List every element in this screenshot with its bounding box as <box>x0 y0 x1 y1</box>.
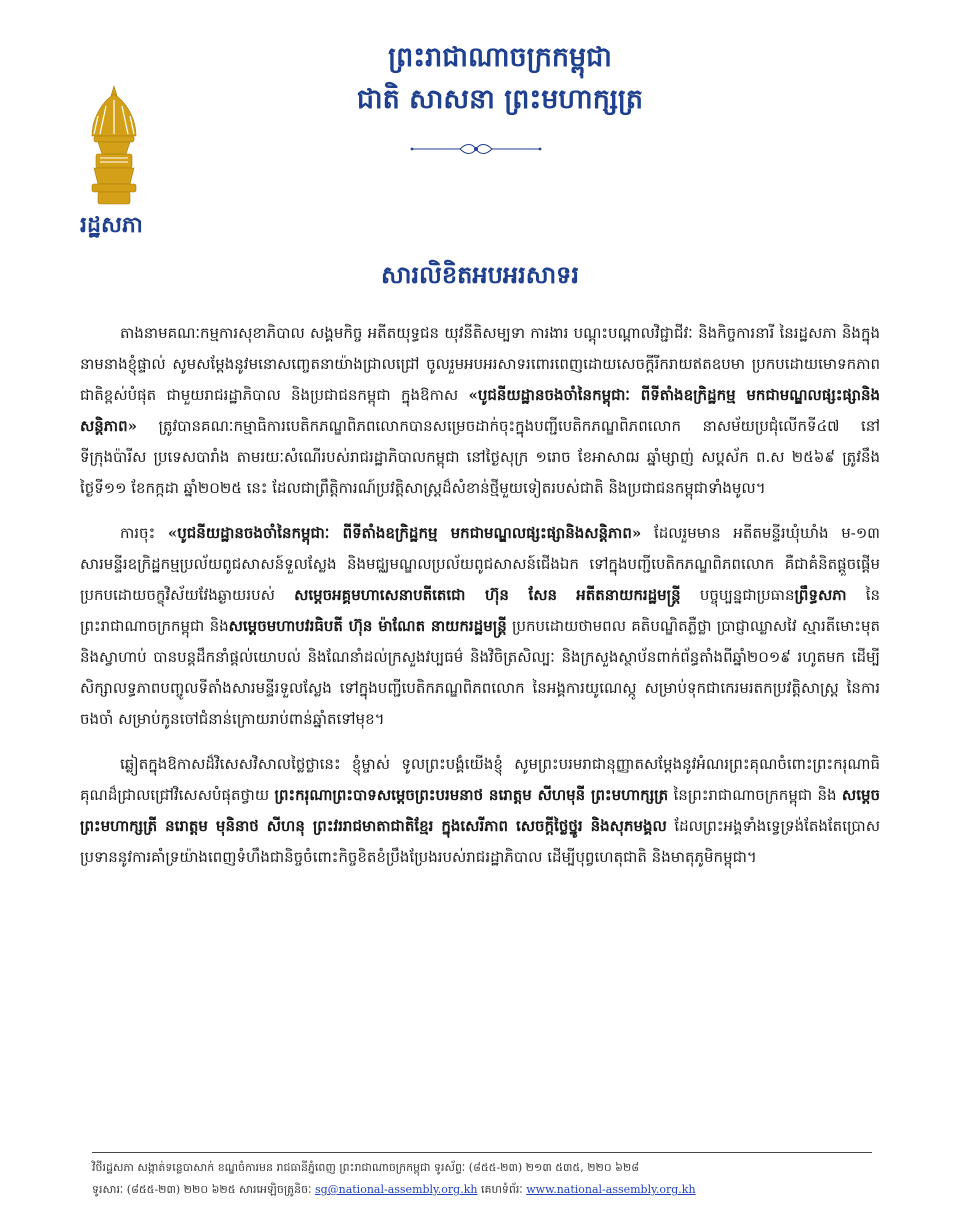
kingdom-header <box>280 40 720 118</box>
paragraph-3-queen-mother: សម្តេចព្រះមហាក្សត្រី នរោត្តម មុនិនាថ សីហនុ ព្រះវររាជមាតាជាតិខ្មែរ ក្នុងសេរីភាព សេចក្តីថ្លៃថ្នូរ និងសុភមង្គល <box>80 786 881 835</box>
paragraph-1-text-b: ត្រូវបានគណៈកម្មាធិការបេតិកភណ្ឌពិភពលោកបានសម្រេចដាក់ចុះក្នុងបញ្ជីបេតិកភណ្ឌពិភពលោក នាសម័យប្រជុំលើកទី៤៧ នៅទីក្រុងប៉ារីស ប្រទេសបារាំង តាមរយៈសំណើរបស់រាជរដ្ឋាភិបាលកម្ពុជា នៅថ្ងៃសុក្រ ១រោច ខែអាសាឍ ឆ្នាំម្សាញ់ សប្តស័ក ព.ស ២៥៦៩ ត្រូវនឹងថ្ងៃទី១១ ខែកក្កដា ឆ្នាំ២០២៥ នេះ ដែលជាព្រឹត្តិការណ៍ប្រវត្តិសាស្ត្រដ៏សំខាន់ថ្មីមួយទៀតរបស់ជាតិ និងប្រជាជនកម្ពុជាទាំងមូល។ <box>80 417 880 497</box>
paragraph-3-text-a: ឆ្លៀតក្នុងឱកាសដ៏វិសេសវិសាលថ្លៃថ្លានេះ ខ្ញុំម្ចាស់ ទូលព្រះបង្គំយើងខ្ញុំ សូមព្រះបរមរាជានុញ្ញាតសម្តែងនូវអំណរព្រះគុណចំពោះព្រះករុណាធិគុណដ៏ជ្រាលជ្រៅវិសេសបំផុតថ្វាយ <box>80 755 880 804</box>
paragraph-1 <box>80 318 880 504</box>
email-link[interactable]: sg@national-assembly.org.kh <box>314 1183 478 1196</box>
paragraph-2-site-name: «បូជនីយដ្ឋានចងចាំនៃកម្ពុជាៈ ពីទីតាំងឧក្រិដ្ឋកម្ម មកជាមណ្ឌលផ្សះផ្សានិងសន្តិភាព» <box>167 524 642 542</box>
paragraph-1-text-a: តាងនាមគណៈកម្មការសុខាភិបាល សង្គមកិច្ច អតីតយុទ្ធជន យុវនីតិសម្បទា ការងារ បណ្តុះបណ្តាលវិជ្ជាជីវៈ និងកិច្ចការនារី នៃរដ្ឋសភា និងក្នុងនាមនាងខ្ញុំផ្ទាល់ សូមសម្តែងនូវមនោសញ្ចេតនាយ៉ាងជ្រាលជ្រៅ ចូលរួមអបអរសាទរពោរពេញដោយសេចក្តីរីករាយឥតឧបមា ប្រកបដោយមោទកភាពជាតិខ្ពស់បំផុត ជាមួយរាជរដ្ឋាភិបាល និងប្រជាជនកម្ពុជា ក្នុងឱកាស <box>80 324 880 404</box>
national-assembly-emblem-icon <box>84 84 144 208</box>
kingdom-line-2: ជាតិ សាសនា ព្រះមហាក្សត្រ <box>356 84 644 115</box>
footer-contact <box>92 1179 872 1201</box>
paragraph-2-text-c <box>557 586 576 604</box>
paragraph-2-text-e: នៃព្រះរាជាណាចក្រកម្ពុជា និង <box>80 586 880 635</box>
paragraph-3-king: ព្រះករុណាព្រះបាទសម្តេចព្រះបរមនាថ នរោត្តម សីហមុនី ព្រះមហាក្សត្រ <box>274 786 669 804</box>
website-link[interactable]: www.national-assembly.org.kh <box>526 1183 696 1196</box>
paragraph-3-text-c: ដែលព្រះអង្គទាំងទ្វេទ្រង់តែងតែប្រោសប្រទាននូវការគាំទ្រយ៉ាងពេញទំហឹងជានិច្ចចំពោះកិច្ចខិតខំប្រឹងប្រែងរបស់រាជរដ្ឋាភិបាល ដើម្បីបុព្វហេតុជាតិ និងមាតុភូមិកម្ពុជា។ <box>80 817 880 866</box>
letterhead-footer <box>92 1152 872 1201</box>
letter-body <box>80 318 880 873</box>
paragraph-1-site-name: «បូជនីយដ្ឋានចងចាំនៃកម្ពុជាៈ ពីទីតាំងឧក្រិដ្ឋកម្ម មកជាមណ្ឌលផ្សះផ្សានិងសន្តិភាព» <box>80 386 880 435</box>
paragraph-2 <box>80 518 880 735</box>
paragraph-2-text-f: ប្រកបដោយថាមពល គតិបណ្ឌិតភ្លឺថ្លា ប្រាជ្ញាឈ្លាសវៃ ស្មារតីមោះមុត និងស្វាហាប់ បានបន្តដឹកនាំផ្តល់យោបល់ និងណែនាំដល់ក្រសួងវប្បធម៌ និងវិចិត្រសិល្បៈ និងក្រសួងស្ថាប័នពាក់ព័ន្ធតាំងពីឆ្នាំ២០១៩ រហូតមក ដើម្បីសិក្សាលទ្ធភាពបញ្ចូលទីតាំងសារមន្ទីរទួលស្លែង ទៅក្នុងបញ្ជីបេតិកភណ្ឌពិភពលោក នៃអង្គការយូណេស្កូ សម្រាប់ទុកជាកេរមរតកប្រវត្តិសាស្ត្រ នៃការចងចាំ សម្រាប់កូនចៅជំនាន់ក្រោយរាប់ពាន់ឆ្នាំតទៅមុខ។ <box>80 617 880 728</box>
paragraph-2-former-pm: អតីតនាយករដ្ឋមន្ត្រី <box>576 586 681 604</box>
footer-website-label: គេហទំព័រៈ <box>477 1183 527 1196</box>
paragraph-3 <box>80 749 880 873</box>
kingdom-line-1: ព្រះរាជាណាចក្រកម្ពុជា <box>388 42 612 73</box>
paragraph-2-text-d: បច្ចុប្បន្នជាប្រធាន <box>680 586 795 604</box>
paragraph-2-senate: ព្រឹទ្ធសភា <box>794 586 847 604</box>
paragraph-3-text-b: នៃព្រះរាជាណាចក្រកម្ពុជា និង <box>668 786 842 804</box>
organization-name: រដ្ឋសភា <box>80 212 143 238</box>
ornament-divider-icon <box>408 142 544 156</box>
paragraph-2-name-hun-sen: សម្តេចអគ្គមហាសេនាបតីតេជោ ហ៊ុន សែន <box>294 586 558 604</box>
footer-address: វិថីរដ្ឋសភា សង្កាត់ទន្លេបាសាក់ ខណ្ឌចំការមន រាជធានីភ្នំពេញ ព្រះរាជាណាចក្រកម្ពុជា ទូរស័ព្ទៈ (៨៥៥-២៣) ២១៣ ៥៣៥, ២២០ ៦២៨ <box>92 1161 640 1174</box>
paragraph-2-text-a: ការចុះ <box>120 524 168 542</box>
footer-fax: ទូរសារៈ (៨៥៥-២៣) ២២០ ៦២៥ សារអេឡិចត្រូនិចៈ <box>92 1183 315 1196</box>
paragraph-2-text-b: ដែលរួមមាន អតីតមន្ទីរឃុំឃាំង ម-១៣ សារមន្ទីរឧក្រិដ្ឋកម្មប្រល័យពូជសាសន៍ទួលស្លែង និងមជ្ឈមណ្ឌលប្រល័យពូជសាសន៍ជើងឯក ទៅក្នុងបញ្ជីបេតិកភណ្ឌពិភពលោក គឺជាគំនិតផ្តួចផ្តើមប្រកបដោយចក្ខុវិស័យវែងឆ្ងាយរបស់ <box>80 524 880 604</box>
document-title: សារលិខិតអបអរសាទរ <box>380 260 580 289</box>
paragraph-2-name-hun-manet: សម្តេចមហាបវរធិបតី ហ៊ុន ម៉ាណែត នាយករដ្ឋមន្ត្រី <box>228 617 507 635</box>
